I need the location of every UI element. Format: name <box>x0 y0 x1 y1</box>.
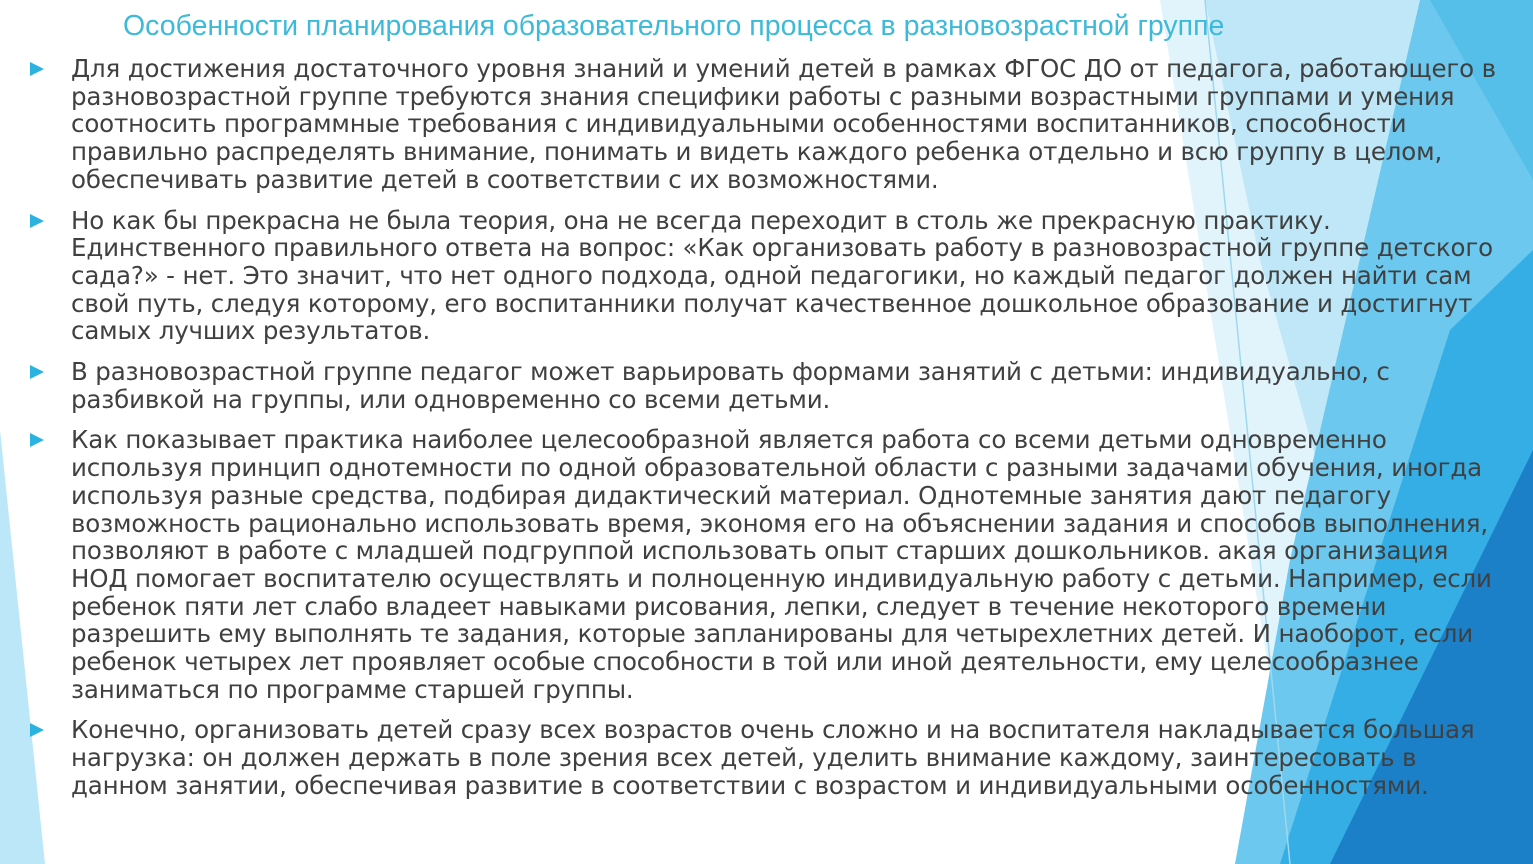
bullet-text: Но как бы прекрасна не была теория, она не всегда переходит в столь же прекрасную практику. Единственного правильного ответа на вопрос: «Как организовать работу в разновозрастной группе детского сада?» - нет. Это значит, что нет одного подхода, одной педагогики, но каждый педагог должен найти сам свой путь, следуя которому, его воспитанники получат качественное дошкольное образование и достигнут самых лучших результатов. <box>71 205 1493 346</box>
bullet-item-3 <box>0 358 1511 413</box>
bullet-text: Как показывает практика наиболее целесообразной является работа со всеми детьми одновременно используя принцип однотемности по одной образовательной области с разными задачами обучения, иногда используя разные средства, подбирая дидактический материал. Однотемные занятия дают педагогу возможность рационально использовать время, экономя его на объяснении задания и способов выполнения, позволяют в работе с младшей подгруппой использовать опыт старших дошкольников. акая организация НОД помогает воспитателю осуществлять и полноценную индивидуальную работу с детьми. Например, если ребенок пяти лет слабо владеет навыками рисования, лепки, следует в течение некоторого времени разрешить ему выполнять те задания, которые запланированы для четырехлетних детей. И наоборот, если ребенок четырех лет проявляет особые способности в той или иной деятельности, ему целесообразнее заниматься по программе старшей группы. <box>71 425 1492 704</box>
bullet-list <box>0 55 1533 813</box>
bullet-triangle-icon <box>30 433 44 447</box>
bullet-text: В разновозрастной группе педагог может варьировать формами занятий с детьми: индивидуально, с разбивкой на группы, или одновременно со всеми детьми. <box>71 357 1390 414</box>
bullet-triangle-icon <box>30 62 44 76</box>
bullet-item-4 <box>0 426 1511 703</box>
bullet-triangle-icon <box>30 723 44 737</box>
bullet-item-2 <box>0 207 1511 346</box>
bullet-item-5 <box>0 716 1511 799</box>
bullet-triangle-icon <box>30 365 44 379</box>
bullet-text: Для достижения достаточного уровня знаний и умений детей в рамках ФГОС ДО от педагога, работающего в разновозрастной группе требуются знания специфики работы с разными возрастными группами и умения соотносить программные требования с индивидуальными особенностями воспитанников, способности правильно распределять внимание, понимать и видеть каждого ребенка отдельно и всю группу в целом, обеспечивать развитие детей в соответствии с их возможностями. <box>71 54 1496 194</box>
bullet-triangle-icon <box>30 214 44 228</box>
slide-title: Особенности планирования образовательного процесса в разновозрастной группе <box>123 10 1225 42</box>
bullet-text: Конечно, организовать детей сразу всех возрастов очень сложно и на воспитателя накладывается большая нагрузка: он должен держать в поле зрения всех детей, уделить внимание каждому, заинтересовать в данном занятии, обеспечивая развитие в соответствии с возрастом и индивидуальными особенностями. <box>71 715 1475 800</box>
bullet-item-1 <box>0 55 1511 194</box>
